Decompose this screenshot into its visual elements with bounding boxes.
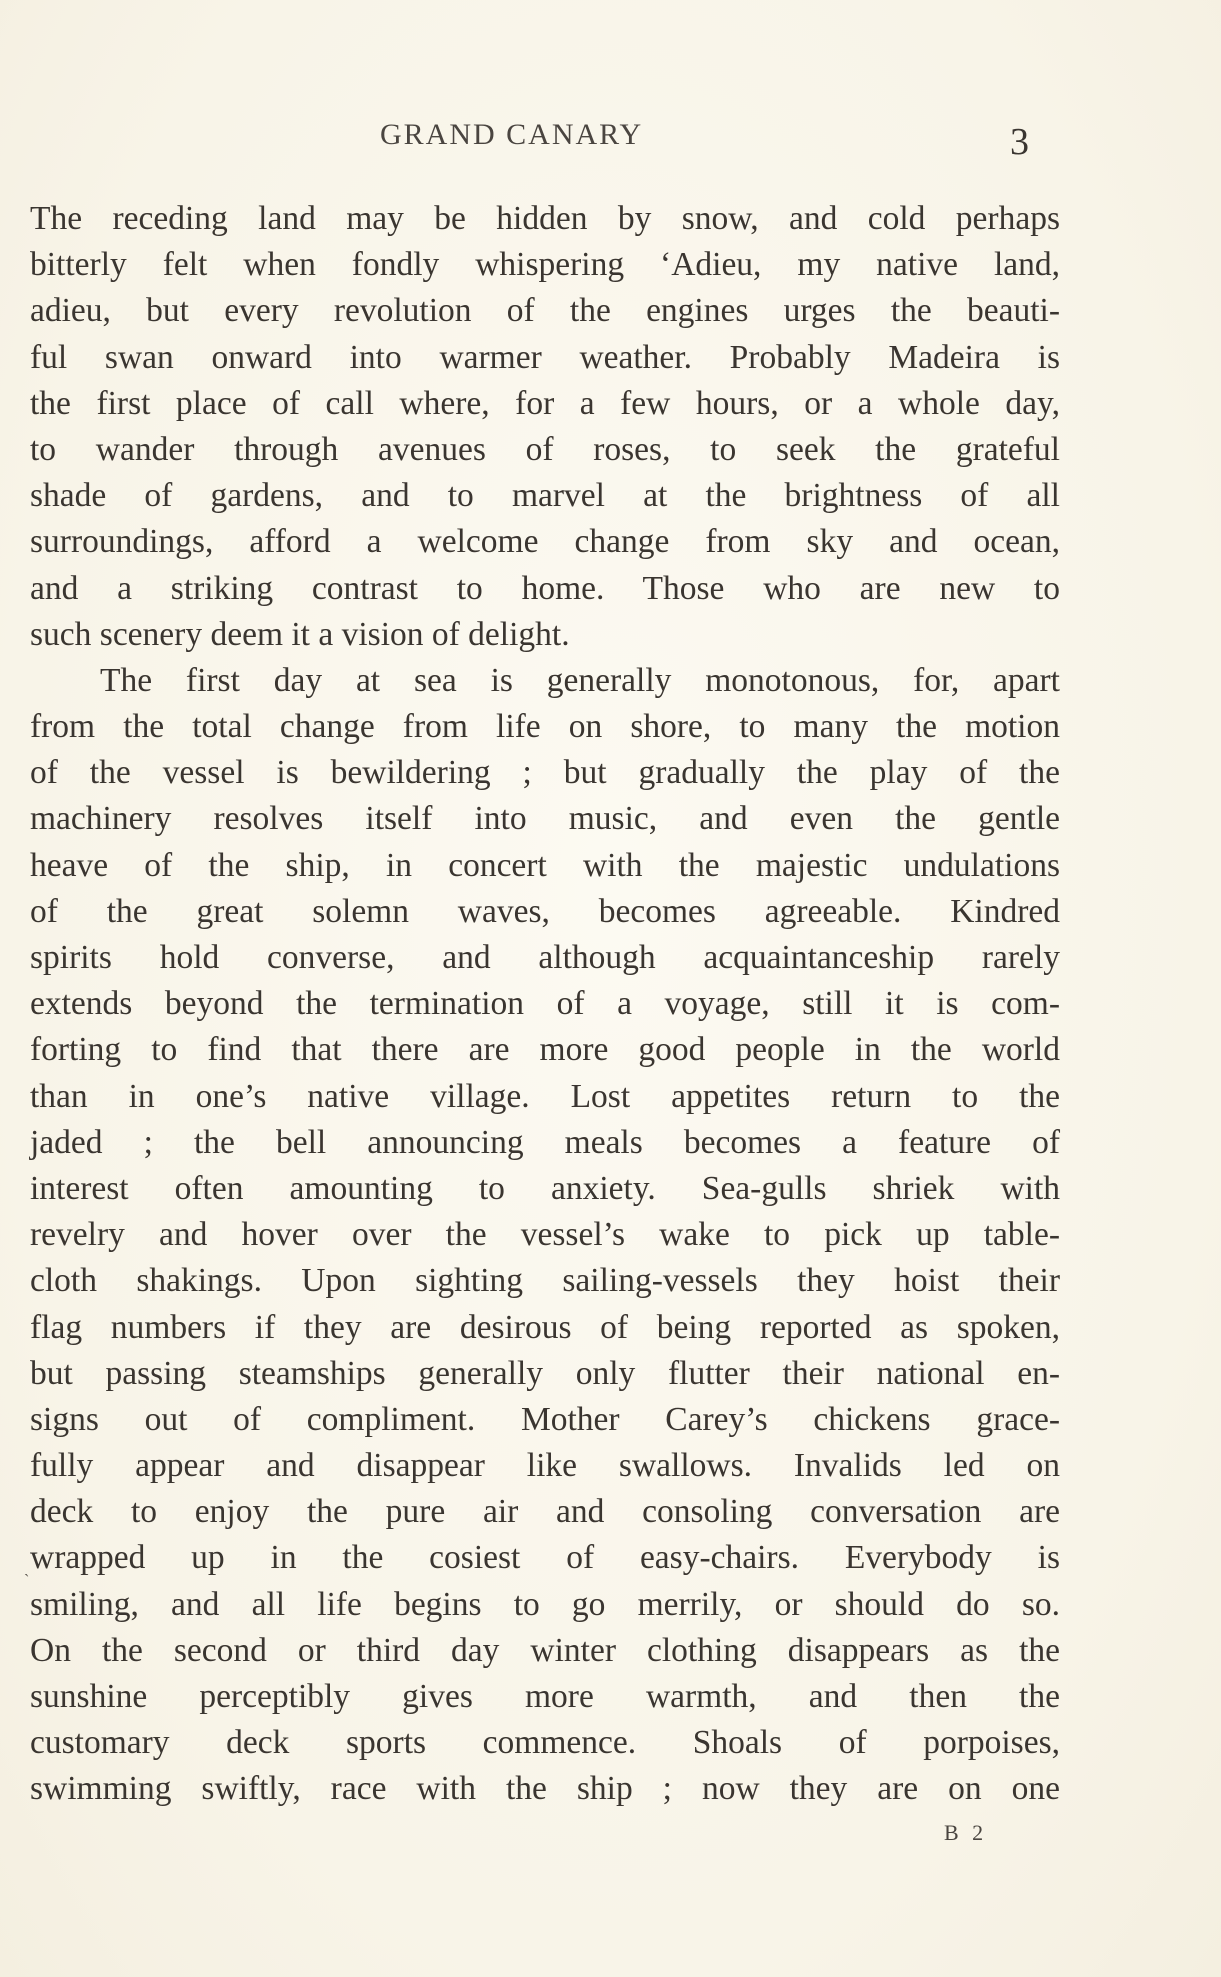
margin-mark: ˎ [24,1560,30,1577]
text-line: but passing steamships generally only flutter their national en- [30,1354,1060,1392]
text-line: of the great solemn waves, becomes agreeable. Kindred [30,892,1060,930]
text-line: sunshine perceptibly gives more warmth, and then the [30,1678,1060,1715]
text-line: shade of gardens, and to marvel at the brightness of all [30,477,1060,515]
text-line: to wander through avenues of roses, to seek the grateful [30,430,1060,468]
text-line: flag numbers if they are desirous of being reported as spoken, [30,1308,1060,1346]
text-line: machinery resolves itself into music, and even the gentle [30,800,1060,838]
text-line: swimming swiftly, race with the ship ; now they are on one [30,1770,1060,1808]
paragraph-start-line: The first day at sea is generally monotonous, for, apart [100,661,1060,699]
text-line: The receding land may be hidden by snow, and cold perhaps [30,200,1060,237]
text-line: smiling, and all life begins to go merrily, or should do so. [30,1585,1060,1623]
text-line: forting to find that there are more good people in the world [30,1031,1060,1069]
text-line: On the second or third day winter clothing disappears as the [30,1631,1060,1669]
text-line: surroundings, afford a welcome change from sky and ocean, [30,523,1060,561]
text-line: from the total change from life on shore, to many the motion [30,708,1060,746]
text-line: customary deck sports commence. Shoals of porpoises, [30,1724,1060,1762]
text-line: spirits hold converse, and although acquaintanceship rarely [30,939,1060,976]
paragraph-end-line: such scenery deem it a vision of delight. [30,615,570,653]
text-line: signs out of compliment. Mother Carey’s chickens grace- [30,1400,1060,1438]
running-title: GRAND CANARY [380,118,644,151]
text-line: and a striking contrast to home. Those who are new to [30,569,1060,607]
text-line: revelry and hover over the vessel’s wake to pick up table- [30,1216,1060,1254]
text-line: ful swan onward into warmer weather. Probably Madeira is [30,338,1060,376]
text-line: bitterly felt when fondly whispering ‘Adieu, my native land, [30,246,1060,284]
signature-mark: B 2 [944,1820,988,1845]
text-line: extends beyond the termination of a voyage, still it is com- [30,985,1060,1023]
text-line: interest often amounting to anxiety. Sea-gulls shriek with [30,1169,1060,1207]
text-line: deck to enjoy the pure air and consoling conversation are [30,1493,1060,1531]
text-line: adieu, but every revolution of the engines urges the beauti- [30,292,1060,330]
text-line: cloth shakings. Upon sighting sailing-vessels they hoist their [30,1262,1060,1300]
text-line: of the vessel is bewildering ; but gradually the play of the [30,754,1060,792]
body-text [30,196,1060,1813]
page-number: 3 [1010,121,1029,163]
text-line: the first place of call where, for a few hours, or a whole day, [30,384,1060,422]
text-line: heave of the ship, in concert with the majestic undulations [30,846,1060,884]
text-line: wrapped up in the cosiest of easy-chairs. Everybody is [30,1539,1060,1577]
text-line: than in one’s native village. Lost appetites return to the [30,1077,1060,1115]
text-line: jaded ; the bell announcing meals becomes a feature of [30,1123,1060,1161]
text-line: fully appear and disappear like swallows. Invalids led on [30,1447,1060,1485]
running-head [0,118,1221,163]
